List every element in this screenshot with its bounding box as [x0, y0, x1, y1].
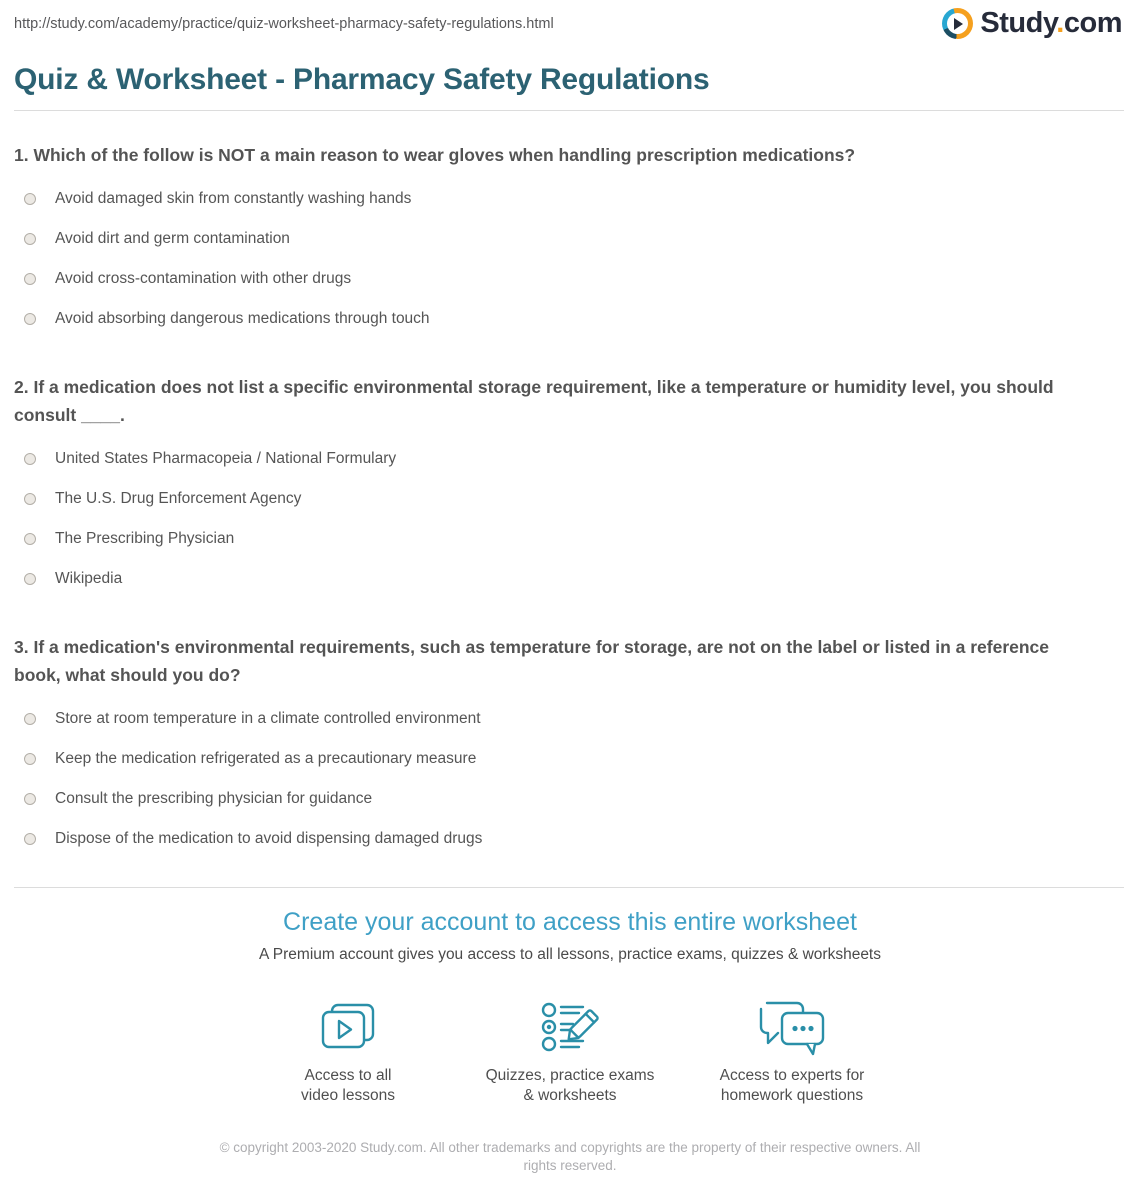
answer-option[interactable]: [14, 449, 1126, 469]
option-label[interactable]: United States Pharmacopeia / National Formulary: [55, 450, 397, 467]
option-label[interactable]: The Prescribing Physician: [55, 530, 235, 547]
option-label[interactable]: Dispose of the medication to avoid dispensing damaged drugs: [55, 830, 483, 847]
feature-label-line1: Access to all: [304, 1067, 392, 1084]
option-label[interactable]: Avoid damaged skin from constantly washing hands: [55, 190, 412, 207]
answer-option[interactable]: [14, 229, 1126, 249]
radio-button-icon[interactable]: [24, 713, 36, 725]
option-label[interactable]: Wikipedia: [55, 570, 123, 587]
title-divider: [14, 110, 1124, 111]
question-1-options: [14, 189, 1126, 329]
option-label[interactable]: Avoid dirt and germ contamination: [55, 230, 290, 247]
option-label[interactable]: Avoid cross-contamination with other drugs: [55, 270, 352, 287]
feature-video-lessons: [242, 998, 454, 1107]
radio-button-icon[interactable]: [24, 193, 36, 205]
radio-button-icon[interactable]: [24, 833, 36, 845]
question-2-options: [14, 449, 1126, 589]
studycom-logo-icon: [942, 8, 973, 39]
answer-option[interactable]: [14, 269, 1126, 289]
features-row: [0, 998, 1140, 1107]
feature-quizzes-worksheets: [464, 998, 676, 1107]
radio-button-icon[interactable]: [24, 753, 36, 765]
answer-option[interactable]: [14, 309, 1126, 329]
option-label[interactable]: Avoid absorbing dangerous medications through touch: [55, 310, 430, 327]
question-2: [14, 373, 1126, 589]
answer-option[interactable]: [14, 529, 1126, 549]
expert-chat-icon: [757, 998, 827, 1058]
feature-label: [486, 1066, 655, 1107]
radio-button-icon[interactable]: [24, 573, 36, 585]
feature-label-line2: video lessons: [301, 1087, 395, 1105]
radio-button-icon[interactable]: [24, 233, 36, 245]
quiz-body: [0, 141, 1140, 849]
feature-label-line1: Access to experts for: [719, 1067, 865, 1084]
option-label[interactable]: Store at room temperature in a climate controlled environment: [55, 710, 481, 727]
radio-button-icon[interactable]: [24, 313, 36, 325]
cta-subtitle: A Premium account gives you access to all lessons, practice exams, quizzes & worksheets: [259, 946, 881, 963]
feature-label-line2: & worksheets: [523, 1087, 617, 1105]
feature-label-line1: Quizzes, practice exams: [485, 1067, 655, 1084]
quizzes-worksheets-icon: [539, 998, 601, 1058]
logo-word: Study: [980, 7, 1057, 39]
answer-option[interactable]: [14, 789, 1126, 809]
option-label[interactable]: Keep the medication refrigerated as a precautionary measure: [55, 750, 477, 767]
question-3-options: [14, 709, 1126, 849]
feature-label-line2: homework questions: [720, 1087, 864, 1105]
feature-label: [720, 1066, 865, 1107]
radio-button-icon[interactable]: [24, 793, 36, 805]
play-icon: [954, 18, 963, 30]
studycom-logo[interactable]: [942, 8, 1122, 39]
video-lessons-icon: [319, 998, 377, 1058]
answer-option[interactable]: [14, 709, 1126, 729]
answer-option[interactable]: [14, 569, 1126, 589]
question-text: 3. If a medication's environmental requirements, such as temperature for storage, are not on the label or listed in a reference book, what should you do?: [14, 637, 1050, 685]
feature-label: [301, 1066, 395, 1107]
copyright-text: © copyright 2003-2020 Study.com. All other trademarks and copyrights are the property of their respective owners. All rights reserved.: [219, 1139, 921, 1174]
answer-option[interactable]: [14, 749, 1126, 769]
radio-button-icon[interactable]: [24, 453, 36, 465]
logo-tld: com: [1063, 7, 1122, 39]
page-header: [0, 0, 1140, 39]
answer-option[interactable]: [14, 489, 1126, 509]
radio-button-icon[interactable]: [24, 533, 36, 545]
question-text: 2. If a medication does not list a specific environmental storage requirement, like a temperature or humidity level, you should consult ____.: [14, 377, 1054, 425]
feature-expert-chat: [686, 998, 898, 1107]
answer-option[interactable]: [14, 829, 1126, 849]
option-label[interactable]: The U.S. Drug Enforcement Agency: [55, 490, 302, 507]
question-1: [14, 141, 1126, 329]
option-label[interactable]: Consult the prescribing physician for guidance: [55, 790, 373, 807]
page-url: http://study.com/academy/practice/quiz-worksheet-pharmacy-safety-regulations.html: [14, 16, 554, 32]
page-title: Quiz & Worksheet - Pharmacy Safety Regulations: [14, 63, 710, 96]
radio-button-icon[interactable]: [24, 493, 36, 505]
radio-button-icon[interactable]: [24, 273, 36, 285]
create-account-link[interactable]: Create your account to access this entire worksheet: [283, 908, 857, 936]
question-text: 1. Which of the follow is NOT a main reason to wear gloves when handling prescription medications?: [14, 145, 856, 165]
logo-dot: .: [1056, 7, 1064, 39]
question-3: [14, 633, 1126, 849]
cta-divider: [14, 887, 1124, 888]
answer-option[interactable]: [14, 189, 1126, 209]
studycom-logo-text: [980, 8, 1122, 39]
